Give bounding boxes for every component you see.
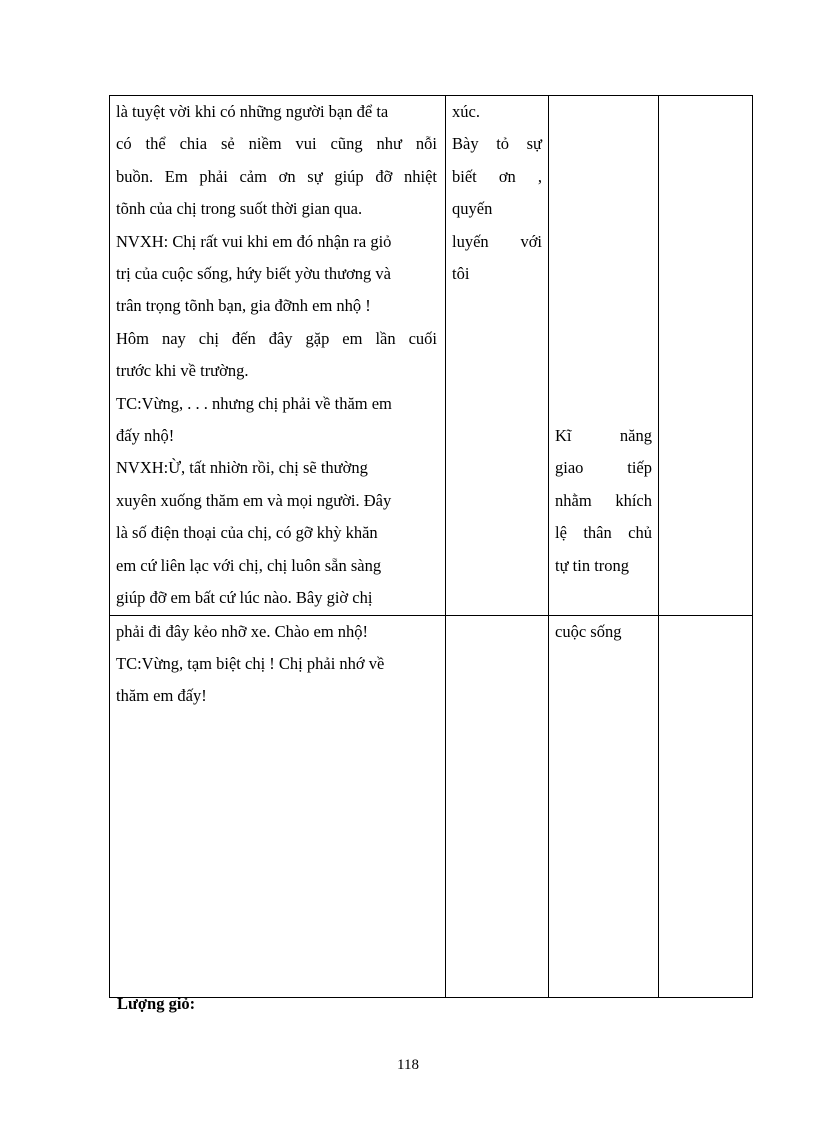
text-line: giúp đỡ em bất cứ lúc nào. Bây giờ chị [116,588,373,608]
content-table [109,95,753,998]
table-row [110,615,753,997]
text-line: thăm em đấy! [116,686,207,706]
text-line: em cứ liên lạc với chị, chị luôn sẵn sàng [116,555,382,575]
text-line: TC:Vừng, . . . nhưng chị phải về thăm em [116,393,392,413]
text-line: TC:Vừng, tạm biệt chị ! Chị phải nhớ về [116,653,385,673]
table-cell [110,615,446,997]
table-row [110,96,753,616]
text-line: lệ thân chủ [555,523,652,543]
text-line: trước khi về trường. [116,361,249,381]
text-line: đấy nhộ! [116,426,175,446]
text-line: trị của cuộc sống, hứy biết yờu thương và [116,264,391,284]
text-line: Kĩ năng [555,426,652,445]
evaluation-label: Lượng giỏ: [117,994,196,1013]
text-line: phải đi đây kẻo nhỡ xe. Chào em nhộ! [116,621,369,641]
skill-text [549,96,658,582]
text-line: xuyên xuống thăm em và mọi người. Đây [116,490,392,510]
text-line: tự tin trong [555,555,630,575]
table-cell [659,96,753,616]
text-line: biết ơn , [452,166,542,186]
table-cell [446,615,549,997]
text-line: nhằm khích [555,490,652,510]
dialogue-text [110,616,445,713]
cell-spacer [555,96,652,420]
page-number: 118 [397,1057,419,1073]
text-line: xúc. [452,102,480,121]
emotion-text [446,96,548,290]
dialogue-text [110,96,445,615]
text-line: buồn. Em phải cảm ơn sự giúp đỡ nhiệt [116,166,437,186]
text-line: Hôm nay chị đến đây gặp em lần cuối [116,328,437,348]
text-line: luyến với [452,231,542,251]
text-line: trân trọng tõnh bạn, gia đỡnh em nhộ ! [116,296,371,316]
skill-text [549,616,658,648]
text-line: có thể chia sẻ niềm vui cũng như nỗi [116,134,437,154]
table-cell [549,96,659,616]
text-line: NVXH:Ừ, tất nhiờn rồi, chị sẽ thường [116,458,368,478]
text-line: quyến [452,199,493,219]
text-line: tôi [452,264,470,284]
text-line: giao tiếp [555,458,652,478]
table-cell [549,615,659,997]
table-cell [446,96,549,616]
table-cell [659,615,753,997]
text-line: NVXH: Chị rất vui khi em đó nhận ra giỏ [116,231,392,251]
table-cell [110,96,446,616]
text-line: tõnh của chị trong suốt thời gian qua. [116,199,363,219]
text-line: Bày tỏ sự [452,134,542,154]
text-line: là tuyệt vời khi có những người bạn để ta [116,102,389,121]
text-line: là số điện thoại của chị, có gỡ khỳ khăn [116,523,378,543]
text-line: cuộc sống [555,621,622,641]
